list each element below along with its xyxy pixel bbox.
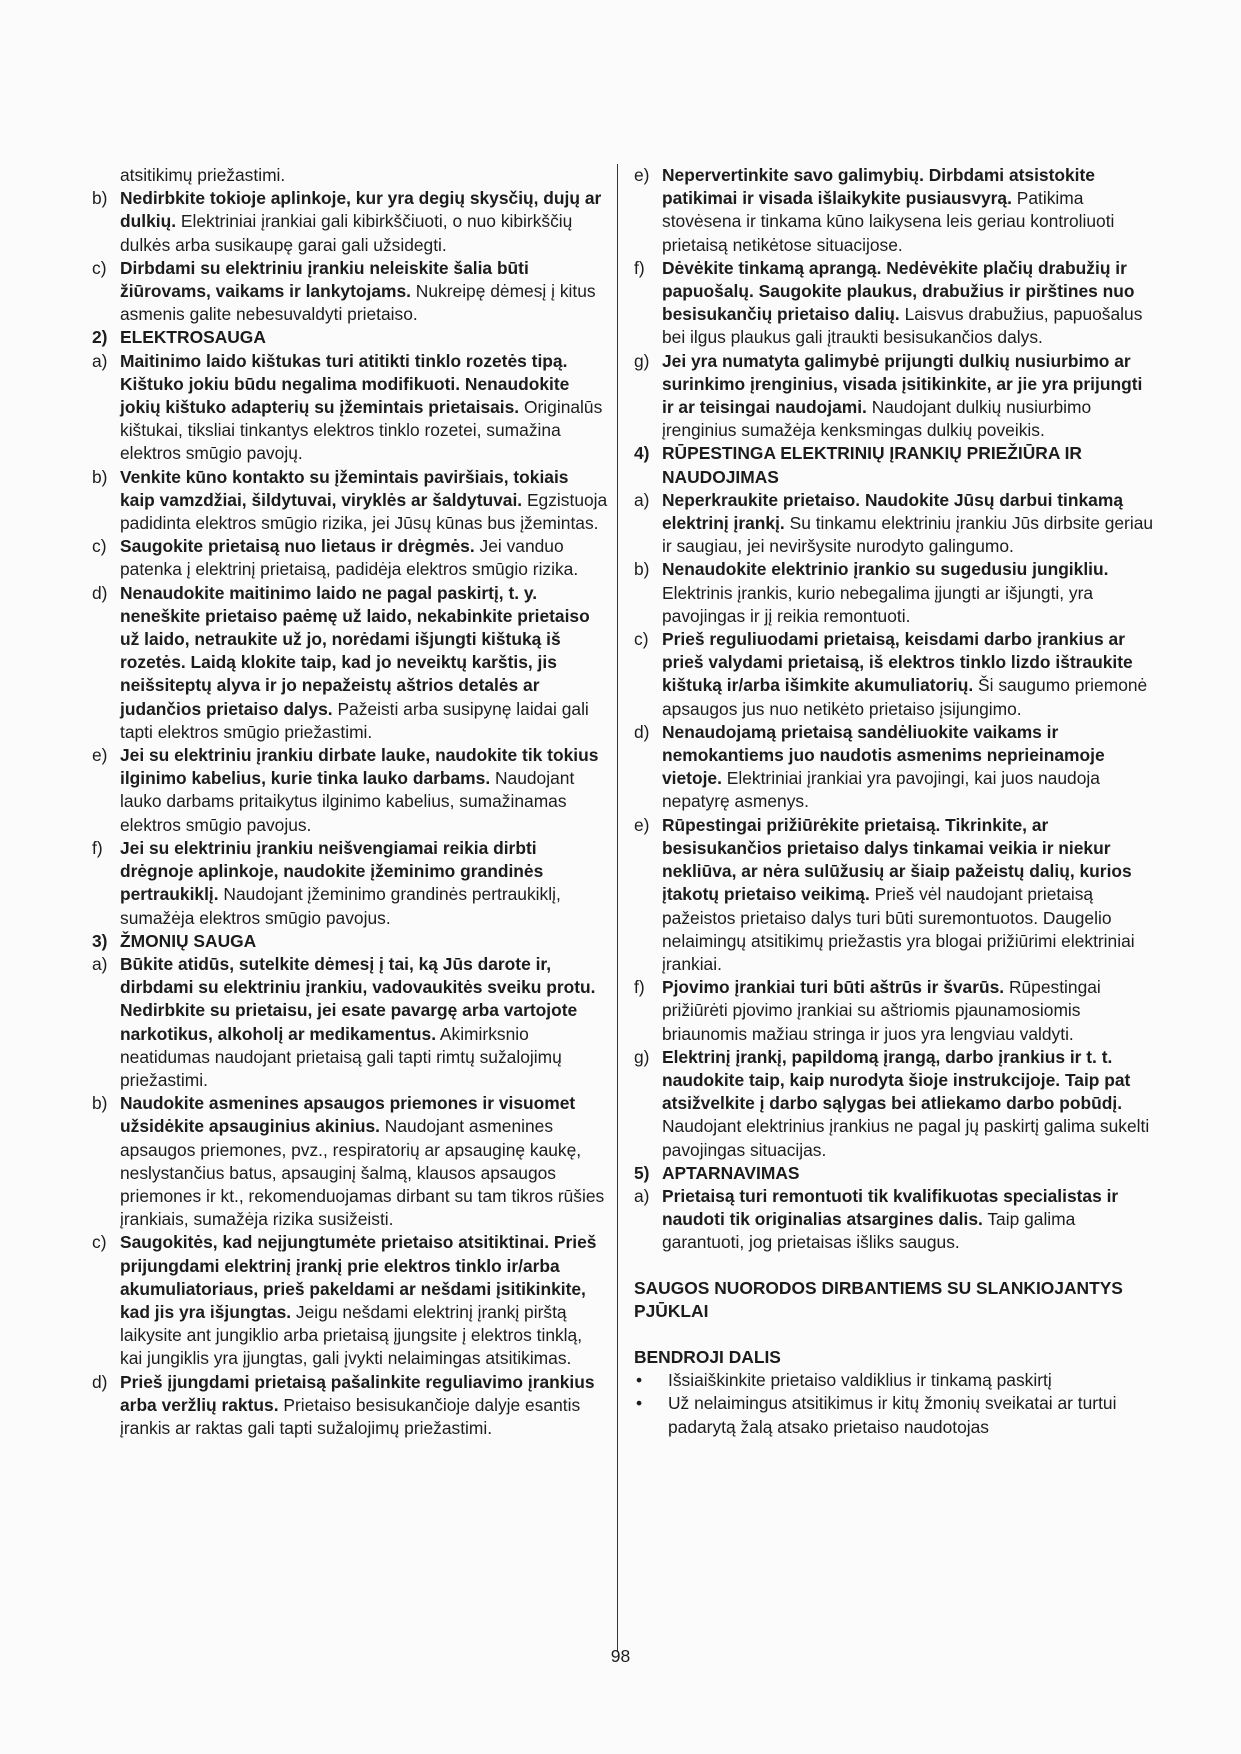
list-item-a-repair: a) Prietaisą turi remontuoti tik kvalifikuotas specialistas ir naudoti tik originalias atsargines dalis. Taip galima garantuoti, jog prietaisas išliks saugus. — [634, 1185, 1119, 1253]
list-item-d-storage: d) Nenaudojamą prietaisą sandėliuokite vaikams ir nemokantiems juo naudotis asmenims neprieinamoje vietoje. Elektriniai įrankiai yra pavojingi, kai juos naudoja nepatyrę asmenys. — [634, 721, 1105, 812]
page-number: 98 — [610, 1646, 631, 1666]
list-item-e-outdoor: e) Jei su elektriniu įrankiu dirbate lauke, naudokite tik tokius ilginimo kabelius, kurie tinka lauko darbams. Naudojant lauko darbams pritaikytus ilginimo kabelius, sumažinamas elektros smūgio pavojus. — [92, 745, 599, 835]
list-item-g-instructions: g) Elektrinį įrankį, papildomą įrangą, darbo įrankius ir t. t. naudokite taip, kaip nurodyta šioje instrukcijoje. Taip pat atsižvelkite į darbo sąlygas bei atliekamo darbo pobūdį. Naudojant elektrinius įrankius ne pagal jų paskirtį galima sukelti pavojingas situacijas. — [634, 1046, 1150, 1160]
continued-text: atsitikimų priežastimi. — [120, 165, 286, 185]
list-item-g-dust-extraction: g) Jei yra numatyta galimybė prijungti dulkių nusiurbimo ar surinkimo įrenginius, visada įsitikinkite, ar jie yra prijungti ir ar teisingai naudojami. Naudojant dulkių nusiurbimo įrenginius sumažėja kenksmingas dulkių poveikis. — [634, 350, 1143, 441]
section-heading-service: 5) APTARNAVIMAS — [634, 1162, 800, 1183]
left-column — [92, 164, 608, 1440]
list-item-d-cord: d) Nenaudokite maitinimo laido ne pagal paskirtį, t. y. neneškite prietaiso paėmę už laido, nekabinkite prietaiso už laido, netraukite už jo, norėdami išjungti kištuką iš rozetės. Laidą klokite taip, kad jo neveiktų karštis, jis neišsiteptų alyva ir jo nepažeistų aštrios detalės ar judančios prietaiso dalys. Pažeisti arba susipynę laidai gali tapti elektros smūgio priežastimi. — [92, 582, 590, 742]
list-item-c-bystanders: c) Dirbdami su elektriniu įrankiu neleiskite šalia būti žiūrovams, vaikams ir lankytojams. Nukreipę dėmesį į kitus asmenis galite nebesuvaldyti prietaiso. — [92, 257, 596, 325]
list-item-c-unintentional-start: c) Saugokitės, kad neįjungtumėte prietaiso atsitiktinai. Prieš prijungdami elektrinį įrankį prie elektros tinklo ir/arba akumuliatoriaus, prieš pakeldami ar nešdami įsitikinkite, kad jis yra išjungtas. Jeigu nešdami elektrinį įrankį pirštą laikysite ant jungiklio arba prietaisą įjungsite į elektros tinklą, kai jungiklis yra įjungtas, gali įvykti nelaimingas atsitikimas. — [92, 1232, 597, 1369]
list-item-a-plug: a) Maitinimo laido kištukas turi atitikti tinklo rozetės tipą. Kištuko jokiu būdu negalima modifikuoti. Nenaudokite jokių kištuko adapterių su įžemintais prietaisais. Originalūs kištukai, tiksliai tinkantys elektros tinklo rozetei, sumažina elektros smūgio pavojų. — [92, 350, 603, 464]
list-item-e-overreach: e) Nepervertinkite savo galimybių. Dirbdami atsistokite patikimai ir visada išlaikykite pusiausvyrą. Patikima stovėsena ir tinkama kūno laikysena leis geriau kontroliuoti prietaisą netikėtose situacijose. — [634, 165, 1115, 255]
list-item-b-grounded-surfaces: b) Venkite kūno kontakto su įžemintais paviršiais, tokiais kaip vamzdžiai, šildytuvai, viryklės ar šaldytuvai. Egzistuoja padidinta elektros smūgio rizika, jei Jūsų kūnas bus įžemintas. — [92, 466, 608, 534]
list-item-b-faulty-switch: b) Nenaudokite elektrinio įrankio su sugedusiu jungikliu. Elektrinis įrankis, kurio nebegalima įjungti ar išjungti, yra pavojingas ir jį reikia remontuoti. — [634, 559, 1109, 626]
list-item-a-alert: a) Būkite atidūs, sutelkite dėmesį į tai, ką Jūs darote ir, dirbdami su elektriniu įrankiu, vadovaukitės sveiku protu. Nedirbkite su prietaisu, jei esate pavargę arba vartojote narkotikus, alkoholį ar medikamentus. Akimirksnio neatidumas naudojant prietaisą gali tapti rimtų sužalojimų priežastimi. — [92, 953, 596, 1090]
list-item-e-maintenance: e) Rūpestingai prižiūrėkite prietaisą. Tikrinkite, ar besisukančios prietaiso dalys tinkamai veikia ir niekur nekliūva, ar nėra sulūžusių ar šiaip pažeistų dalių, kurios įtakotų prietaiso veikimą. Prieš vėl naudojant prietaisą pažeistos prietaiso dalys turi būti suremontuotos. Daugelio nelaimingų atsitikimų priežastis yra blogai prižiūrimi elektriniai įrankiai. — [634, 814, 1135, 974]
list-item-b-protective-equipment: b) Naudokite asmenines apsaugos priemones ir visuomet užsidėkite apsauginius akinius. Naudojant asmenines apsaugos priemones, pvz., respiratorių ar apsauginę kaukę, neslystančius batus, apsauginį šalmą, klausos apsaugos priemones ir kt., rekomenduojamas dirbant su tam tikros rūšies įrankiais, sumažėja rizika susižeisti. — [92, 1093, 605, 1230]
bullet-item: • Išsiaiškinkite prietaiso valdiklius ir tinkamą paskirtį — [636, 1370, 1052, 1391]
list-item-f-damp: f) Jei su elektriniu įrankiu neišvengiamai reikia dirbti drėgnoje aplinkoje, naudokite įžeminimo grandinės pertraukiklį. Naudojant įžeminimo grandinės pertraukiklį, sumažėja elektros smūgio pavojus. — [92, 837, 561, 928]
section-heading-tool-use-care: 4) RŪPESTINGA ELEKTRINIŲ ĮRANKIŲ PRIEŽIŪRA IR NAUDOJIMAS — [634, 443, 1082, 487]
section-heading-personal-safety: 3) ŽMONIŲ SAUGA — [92, 930, 257, 951]
list-item-b-flammable: b) Nedirbkite tokioje aplinkoje, kur yra degių skysčių, dujų ar dulkių. Elektriniai įrankiai gali kibirkščiuoti, o nuo kibirkščių dulkės arba susikaupę garai gali užsidegti. — [92, 188, 602, 255]
section-heading-electrical-safety: 2) ELEKTROSAUGA — [92, 327, 266, 348]
list-item-a-overload: a) Neperkraukite prietaiso. Naudokite Jūsų darbui tinkamą elektrinį įrankį. Su tinkamu elektriniu įrankiu Jūs dirbsite geriau ir saugiau, jei neviršysite nurodyto galingumo. — [634, 489, 1154, 557]
list-item-c-rain: c) Saugokite prietaisą nuo lietaus ir drėgmės. Jei vanduo patenka į elektrinį prietaisą, padidėja elektros smūgio rizika. — [92, 536, 579, 580]
list-item-d-adjusting-keys: d) Prieš įjungdami prietaisą pašalinkite reguliavimo įrankius arba veržlių raktus. Prietaiso besisukančioje dalyje esantis įrankis ar raktas gali tapti sužalojimų priežastimi. — [92, 1371, 595, 1438]
heading-general: BENDROJI DALIS — [634, 1346, 781, 1367]
bullet-item: • Už nelaimingus atsitikimus ir kitų žmonių sveikatai ar turtui padarytą žalą atsako prietaiso naudotojas — [636, 1393, 1117, 1437]
right-column — [634, 164, 1154, 1439]
list-item-c-disconnect: c) Prieš reguliuodami prietaisą, keisdami darbo įrankius ar prieš valydami prietaisą, iš elektros tinklo lizdo ištraukite kištuką ir/arba išimkite akumuliatorių. Ši saugumo priemonė apsaugos jus nuo netikėto prietaiso įsijungimo. — [634, 629, 1148, 719]
column-divider — [617, 164, 618, 1652]
list-item-f-sharp-tools: f) Pjovimo įrankiai turi būti aštrūs ir švarūs. Rūpestingai prižiūrėti pjovimo įrankiai su aštriomis pjaunamosiomis briaunomis mažiau stringa ir juos yra lengviau valdyti. — [634, 977, 1101, 1044]
heading-saw-safety: SAUGOS NUORODOS DIRBANTIEMS SU SLANKIOJANTYS PJŪKLAI — [634, 1277, 1123, 1321]
list-item-f-clothing: f) Dėvėkite tinkamą aprangą. Nedėvėkite plačių drabužių ir papuošalų. Saugokite plaukus, drabužius ir pirštines nuo besisukančių prietaiso dalių. Laisvus drabužius, papuošalus bei ilgus plaukus gali įtraukti besisukančios dalys. — [634, 257, 1143, 348]
